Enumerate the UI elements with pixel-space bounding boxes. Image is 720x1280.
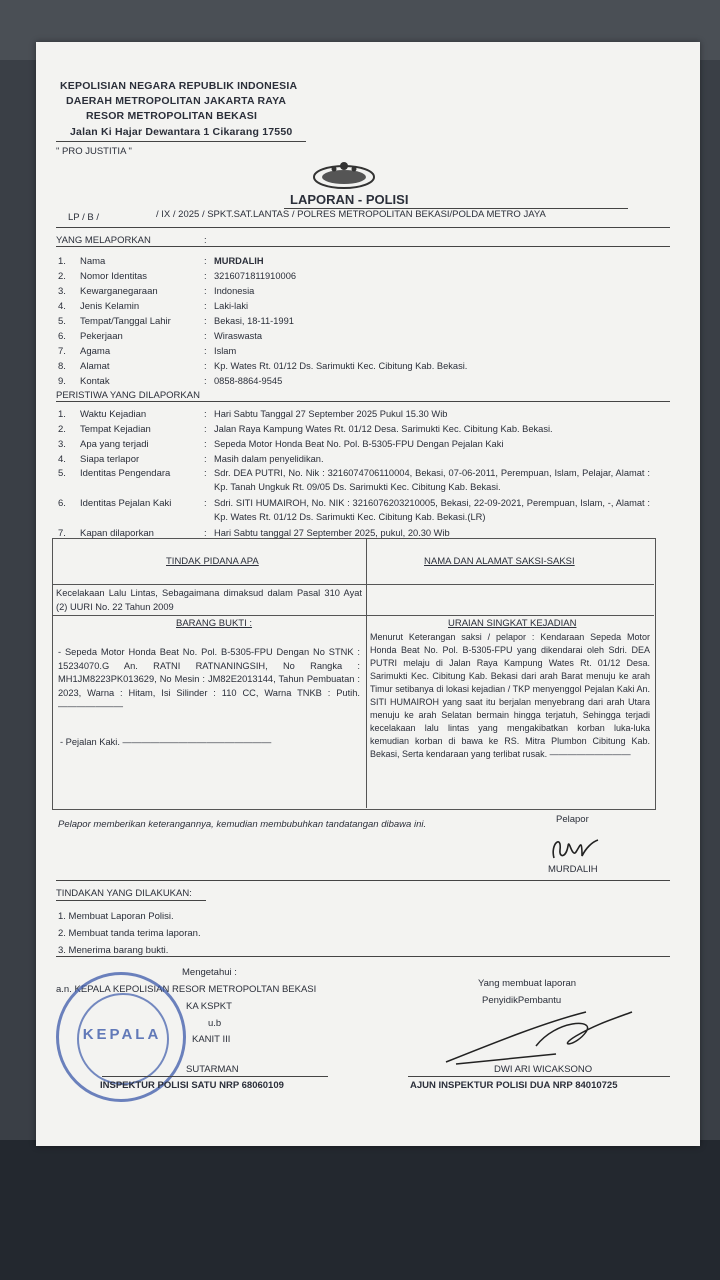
- action-item: 3. Menerima barang bukti.: [58, 945, 169, 956]
- field-value: Laki-laki: [214, 301, 249, 311]
- field-value: Indonesia: [214, 286, 255, 296]
- evidence-item: - Pejalan Kaki. ————————————————: [60, 737, 272, 747]
- reporter-sign-name: MURDALIH: [548, 864, 598, 875]
- acknowledged-line-3: u.b: [208, 1018, 222, 1029]
- field-value: MURDALIH: [214, 256, 264, 266]
- field-number: 5.: [58, 316, 66, 327]
- action-item: 1. Membuat Laporan Polisi.: [58, 911, 174, 922]
- field-label: Agama: [80, 346, 111, 357]
- summary-title: URAIAN SINGKAT KEJADIAN: [448, 618, 577, 629]
- acknowledged-name: SUTARMAN: [186, 1064, 239, 1075]
- field-colon: :: [204, 439, 207, 450]
- field-number: 3.: [58, 286, 66, 297]
- signature-line: [102, 1076, 328, 1077]
- field-value: Wiraswasta: [214, 331, 263, 341]
- field-label: Apa yang terjadi: [80, 439, 149, 450]
- field-number: 9.: [58, 376, 66, 387]
- field-number: 4.: [58, 301, 66, 312]
- acknowledged-rank: INSPEKTUR POLISI SATU NRP 68060109: [100, 1080, 284, 1091]
- field-colon: :: [204, 301, 207, 312]
- field-label: Tempat Kejadian: [80, 424, 151, 435]
- field-value: Kp. Wates Rt. 01/12 Ds. Sarimukti Kec. Cibitung Kab. Bekasi.: [214, 361, 468, 371]
- field-colon: :: [204, 468, 207, 479]
- field-number: 7.: [58, 346, 66, 357]
- header-underline: [56, 141, 306, 142]
- table-divider: [52, 615, 654, 616]
- incident-section-title: PERISTIWA YANG DILAPORKAN: [56, 390, 200, 401]
- maker-rank: AJUN INSPEKTUR POLISI DUA NRP 84010725: [410, 1080, 618, 1091]
- header-line-1: KEPOLISIAN NEGARA REPUBLIK INDONESIA: [60, 80, 298, 92]
- field-colon: :: [204, 331, 207, 342]
- acknowledged-line-1: a.n. KEPALA KEPOLISIAN RESOR METROPOLTAN BEKASI: [56, 984, 317, 995]
- field-label: Identitas Pengendara: [80, 468, 171, 479]
- police-emblem-icon: [312, 160, 376, 190]
- statement: Pelapor memberikan keterangannya, kemudian membubuhkan tandatangan dibawa ini.: [58, 819, 427, 830]
- field-number: 4.: [58, 454, 66, 465]
- report-number: / IX / 2025 / SPKT.SAT.LANTAS / POLRES METROPOLITAN BEKASI/POLDA METRO JAYA: [156, 209, 546, 220]
- field-colon: :: [204, 376, 207, 387]
- field-colon: :: [204, 256, 207, 267]
- acknowledged-line-2: KA KSPKT: [186, 1001, 232, 1012]
- reporter-section-colon: :: [204, 235, 207, 246]
- field-value: Sdri. SITI HUMAIROH, No. NIK : 3216076203210005, Bekasi, 22-09-2021, Perempuan, Islam, -, Alamat : Kp. Wates Rt. 01/12 Ds. Sarimukti Kec. Cibitung Kab. Bekasi.(LR): [214, 498, 650, 522]
- table-header-witnesses: NAMA DAN ALAMAT SAKSI-SAKSI: [424, 556, 575, 567]
- field-value: Masih dalam penyelidikan.: [214, 454, 324, 464]
- field-colon: :: [204, 498, 207, 509]
- field-number: 7.: [58, 528, 66, 539]
- field-value: Jalan Raya Kampung Wates Rt. 01/12 Desa. Sarimukti Kec. Cibitung Kab. Bekasi.: [214, 424, 553, 434]
- report-title: LAPORAN - POLISI: [290, 192, 409, 207]
- actions-title: TINDAKAN YANG DILAKUKAN:: [56, 888, 192, 899]
- acknowledged-line-4: KANIT III: [192, 1034, 231, 1045]
- field-label: Kontak: [80, 376, 110, 387]
- pro-justitia: " PRO JUSTITIA ": [56, 146, 132, 157]
- table-divider: [52, 584, 654, 585]
- divider: [56, 246, 670, 247]
- police-report-document: [36, 42, 700, 1146]
- header-address: Jalan Ki Hajar Dewantara 1 Cikarang 17550: [70, 126, 293, 138]
- field-label: Nama: [80, 256, 106, 267]
- field-colon: :: [204, 286, 207, 297]
- divider: [56, 956, 670, 957]
- field-label: Jenis Kelamin: [80, 301, 140, 312]
- field-number: 3.: [58, 439, 66, 450]
- report-number-prefix: LP / B /: [68, 212, 99, 223]
- divider: [56, 227, 670, 228]
- field-colon: :: [204, 454, 207, 465]
- reporter-signature-icon: [546, 828, 606, 864]
- table-column-divider: [366, 538, 367, 808]
- field-label: Kewarganegaraan: [80, 286, 158, 297]
- header-line-2: DAERAH METROPOLITAN JAKARTA RAYA: [66, 95, 287, 107]
- incident-summary: Menurut Keterangan saksi / pelapor : Kendaraan Sepeda Motor Honda Beat No. Pol. B-5305-FPU yang dikendarai oleh Sdri. DEA PUTRI melaju di Jalan Raya Kampung Wates Rt. 01/12 Desa. Sarimukti Kec. Cibitung Kab. Bekasi dari arah Barat menuju ke arah Timur setibanya di lokasi kejadian / TKP menyenggol Pejalan Kaki An. SITI HUMAIROH yang saat itu berjalan menyebrang dari arah Utara menuju ke arah Selatan bermain hingga terjatuh, Sehingga terjadi kecelakaan lalu lintas yang mengakibatkan korban luka-luka kemudian korban di bawa ke RS. Mitra Plumbon Cibitung Kab. Bekasi, Serta kendaraan yang terlibat rusak. —————————: [370, 632, 650, 759]
- field-label: Siapa terlapor: [80, 454, 140, 465]
- field-number: 2.: [58, 424, 66, 435]
- field-value: Bekasi, 18-11-1991: [214, 316, 294, 326]
- maker-role: PenyidikPembantu: [482, 995, 562, 1006]
- table-surface: [0, 1140, 720, 1280]
- field-value: Hari Sabtu Tanggal 27 September 2025 Pukul 15.30 Wib: [214, 409, 448, 419]
- field-number: 1.: [58, 256, 66, 267]
- field-value: 3216071811910006: [214, 271, 297, 281]
- field-label: Pekerjaan: [80, 331, 123, 342]
- evidence-item: - Sepeda Motor Honda Beat No. Pol. B-5305-FPU Dengan No STNK : 15234070.G An. RATNI RATNANINGSIH, No Rangka : MH1JM8223PK013629, No Mesin : JM82E2013144, Tahun Pembuatan : 2023, Warna : Hitam, Isi Silinder : 110 CC, Warna TNKB : Putih. ———————: [58, 647, 360, 711]
- field-label: Tempat/Tanggal Lahir: [80, 316, 171, 327]
- field-value: Sepeda Motor Honda Beat No. Pol. B-5305-FPU Dengan Pejalan Kaki: [214, 439, 504, 449]
- field-colon: :: [204, 409, 207, 420]
- field-value: Hari Sabtu tanggal 27 September 2025, pukul, 20.30 Wib: [214, 528, 450, 538]
- field-colon: :: [204, 346, 207, 357]
- reporter-sign-title: Pelapor: [556, 814, 589, 825]
- field-number: 6.: [58, 331, 66, 342]
- field-label: Alamat: [80, 361, 110, 372]
- divider: [56, 880, 670, 881]
- maker-label: Yang membuat laporan: [478, 978, 577, 989]
- field-number: 5.: [58, 468, 66, 479]
- maker-signature-icon: [436, 1002, 636, 1072]
- divider: [56, 401, 670, 402]
- field-number: 1.: [58, 409, 66, 420]
- field-number: 2.: [58, 271, 66, 282]
- field-value: Sdr. DEA PUTRI, No. Nik : 3216074706110004, Bekasi, 07-06-2011, Perempuan, Islam, Pelajar, Alamat : Kp. Tanah Ungkuk Rt. 09/05 Ds. Sarimukti Kec. Cibitung Kab. Bekasi.: [214, 468, 650, 492]
- maker-name: DWI ARI WICAKSONO: [494, 1064, 593, 1075]
- official-stamp-icon: KEPALA: [56, 972, 186, 1102]
- reporter-section-title: YANG MELAPORKAN: [56, 235, 151, 246]
- divider: [56, 900, 206, 901]
- crime-description: Kecelakaan Lalu Lintas, Sebagaimana dimaksud dalam Pasal 310 Ayat (2) UURI No. 22 Tahun 2009: [56, 588, 362, 612]
- field-number: 6.: [58, 498, 66, 509]
- field-label: Waktu Kejadian: [80, 409, 147, 420]
- field-value: Islam: [214, 346, 237, 356]
- header-line-3: RESOR METROPOLITAN BEKASI: [86, 110, 258, 122]
- field-colon: :: [204, 316, 207, 327]
- field-label: Identitas Pejalan Kaki: [80, 498, 172, 509]
- field-value: 0858-8864-9545: [214, 376, 283, 386]
- acknowledged-label: Mengetahui :: [182, 967, 237, 978]
- field-colon: :: [204, 424, 207, 435]
- field-number: 8.: [58, 361, 66, 372]
- action-item: 2. Membuat tanda terima laporan.: [58, 928, 201, 939]
- field-label: Kapan dilaporkan: [80, 528, 154, 539]
- field-colon: :: [204, 271, 207, 282]
- evidence-title: BARANG BUKTI :: [176, 618, 253, 629]
- signature-line: [408, 1076, 670, 1077]
- field-colon: :: [204, 361, 207, 372]
- table-header-crime: TINDAK PIDANA APA: [166, 556, 259, 567]
- field-label: Nomor Identitas: [80, 271, 148, 282]
- field-colon: :: [204, 528, 207, 539]
